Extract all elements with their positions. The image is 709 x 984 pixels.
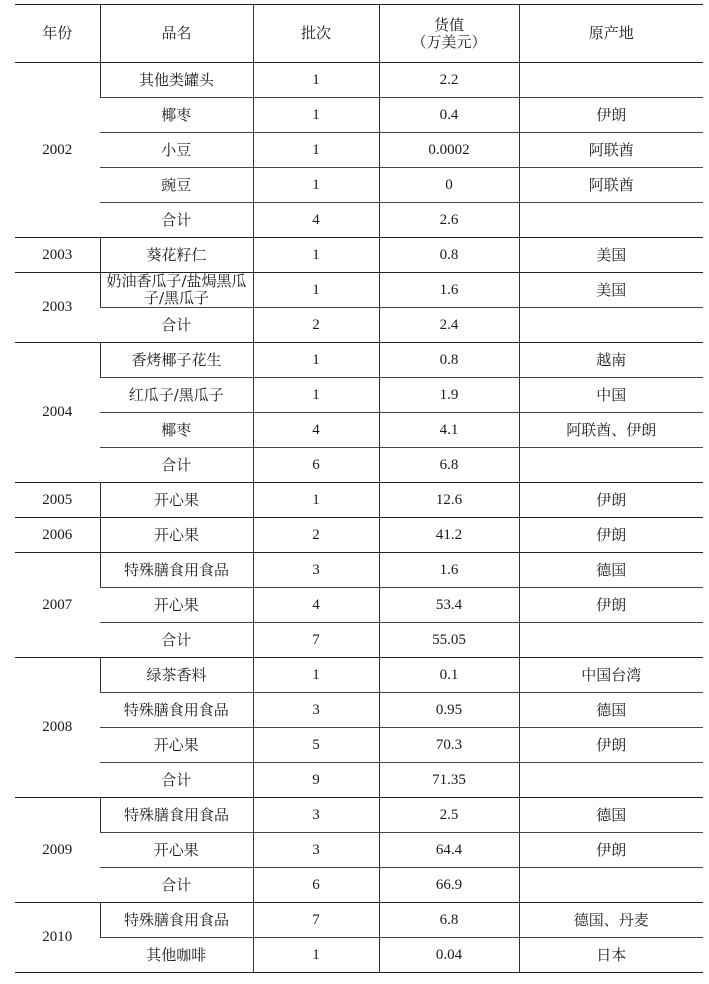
origin-cell: 日本: [519, 938, 703, 973]
value-cell: 4.1: [379, 413, 519, 448]
import-record-table: [15, 4, 703, 973]
table-row: [15, 273, 703, 308]
table-row: [15, 378, 703, 413]
value-cell: 53.4: [379, 588, 519, 623]
table-row: [15, 658, 703, 693]
product-name-cell: 开心果: [100, 518, 253, 553]
product-name-cell: 开心果: [100, 833, 253, 868]
value-cell: 1.6: [379, 273, 519, 308]
product-name-cell: 开心果: [100, 728, 253, 763]
batch-count-cell: 1: [253, 483, 379, 518]
product-name-cell: 香烤椰子花生: [100, 343, 253, 378]
product-name-cell: 合计: [100, 623, 253, 658]
total-row: [15, 203, 703, 238]
batch-count-cell: 1: [253, 658, 379, 693]
table-row: [15, 483, 703, 518]
table-row: [15, 238, 703, 273]
product-name-cell: 葵花籽仁: [100, 238, 253, 273]
batch-count-cell: 3: [253, 553, 379, 588]
batch-count-cell: 4: [253, 413, 379, 448]
value-cell: 66.9: [379, 868, 519, 903]
total-row: [15, 448, 703, 483]
value-cell: 2.4: [379, 308, 519, 343]
value-cell: 0.8: [379, 238, 519, 273]
header-value-unit: （万美元）: [411, 32, 487, 51]
product-name-cell: 椰枣: [100, 98, 253, 133]
origin-cell: 德国: [519, 553, 703, 588]
batch-count-cell: 4: [253, 588, 379, 623]
table-row: [15, 518, 703, 553]
value-cell: 1.9: [379, 378, 519, 413]
batch-count-cell: 1: [253, 133, 379, 168]
table-row: [15, 833, 703, 868]
batch-count-cell: 6: [253, 868, 379, 903]
batch-count-cell: 4: [253, 203, 379, 238]
origin-cell: 阿联酋、伊朗: [519, 413, 703, 448]
year-cell: 2007: [15, 553, 100, 658]
origin-cell: [519, 203, 703, 238]
product-name-cell: 小豆: [100, 133, 253, 168]
value-cell: 2.6: [379, 203, 519, 238]
value-cell: 6.8: [379, 903, 519, 938]
origin-cell: 伊朗: [519, 728, 703, 763]
year-cell: 2002: [15, 63, 100, 238]
total-row: [15, 308, 703, 343]
product-name-cell: 特殊膳食用食品: [100, 693, 253, 728]
product-name-cell: 合计: [100, 868, 253, 903]
origin-cell: 阿联酋: [519, 133, 703, 168]
header-origin: 原产地: [519, 5, 703, 63]
table-row: [15, 728, 703, 763]
value-cell: 55.05: [379, 623, 519, 658]
batch-count-cell: 1: [253, 238, 379, 273]
value-cell: 0: [379, 168, 519, 203]
product-name-cell: 合计: [100, 763, 253, 798]
value-cell: 0.1: [379, 658, 519, 693]
table-row: [15, 63, 703, 98]
product-name-cell: 特殊膳食用食品: [100, 553, 253, 588]
product-name-cell: 椰枣: [100, 413, 253, 448]
year-cell: 2010: [15, 903, 100, 973]
table-row: [15, 413, 703, 448]
value-cell: 70.3: [379, 728, 519, 763]
header-row: [15, 5, 703, 63]
batch-count-cell: 1: [253, 273, 379, 308]
origin-cell: 中国台湾: [519, 658, 703, 693]
origin-cell: [519, 448, 703, 483]
batch-count-cell: 1: [253, 98, 379, 133]
batch-count-cell: 2: [253, 518, 379, 553]
total-row: [15, 623, 703, 658]
origin-cell: [519, 763, 703, 798]
origin-cell: [519, 623, 703, 658]
value-cell: 0.95: [379, 693, 519, 728]
origin-cell: 伊朗: [519, 518, 703, 553]
header-batches: 批次: [253, 5, 379, 63]
batch-count-cell: 2: [253, 308, 379, 343]
year-cell: 2006: [15, 518, 100, 553]
origin-cell: 越南: [519, 343, 703, 378]
origin-cell: 伊朗: [519, 98, 703, 133]
batch-count-cell: 1: [253, 343, 379, 378]
product-name-cell: 绿茶香料: [100, 658, 253, 693]
batch-count-cell: 6: [253, 448, 379, 483]
value-cell: 0.8: [379, 343, 519, 378]
year-cell: 2005: [15, 483, 100, 518]
product-name-cell: 豌豆: [100, 168, 253, 203]
table-row: [15, 903, 703, 938]
batch-count-cell: 5: [253, 728, 379, 763]
table-row: [15, 588, 703, 623]
origin-cell: [519, 63, 703, 98]
value-cell: 6.8: [379, 448, 519, 483]
header-value-label: 货值: [433, 15, 464, 34]
value-cell: 64.4: [379, 833, 519, 868]
batch-count-cell: 3: [253, 798, 379, 833]
value-cell: 2.5: [379, 798, 519, 833]
origin-cell: 德国: [519, 693, 703, 728]
origin-cell: 德国、丹麦: [519, 903, 703, 938]
product-name-cell: 其他类罐头: [100, 63, 253, 98]
product-name-cell: 合计: [100, 448, 253, 483]
batch-count-cell: 3: [253, 693, 379, 728]
value-cell: 71.35: [379, 763, 519, 798]
table-row: [15, 938, 703, 973]
header-product-name: 品名: [100, 5, 253, 63]
year-cell: 2004: [15, 343, 100, 483]
origin-cell: 美国: [519, 273, 703, 308]
batch-count-cell: 9: [253, 763, 379, 798]
batch-count-cell: 1: [253, 168, 379, 203]
product-name-cell: 特殊膳食用食品: [100, 903, 253, 938]
batch-count-cell: 1: [253, 938, 379, 973]
year-cell: 2003: [15, 273, 100, 343]
table-body: [15, 63, 703, 973]
batch-count-cell: 1: [253, 63, 379, 98]
product-name-cell: 合计: [100, 203, 253, 238]
table-row: [15, 343, 703, 378]
batch-count-cell: 7: [253, 903, 379, 938]
origin-cell: 伊朗: [519, 833, 703, 868]
value-cell: 1.6: [379, 553, 519, 588]
product-name-cell: 特殊膳食用食品: [100, 798, 253, 833]
origin-cell: [519, 308, 703, 343]
total-row: [15, 763, 703, 798]
value-cell: 2.2: [379, 63, 519, 98]
product-name-cell: 开心果: [100, 588, 253, 623]
origin-cell: 伊朗: [519, 588, 703, 623]
table-row: [15, 98, 703, 133]
product-name-cell: 红瓜子/黑瓜子: [100, 378, 253, 413]
origin-cell: 中国: [519, 378, 703, 413]
batch-count-cell: 7: [253, 623, 379, 658]
batch-count-cell: 3: [253, 833, 379, 868]
table-header: [15, 5, 703, 63]
value-cell: 12.6: [379, 483, 519, 518]
year-cell: 2009: [15, 798, 100, 903]
table-row: [15, 168, 703, 203]
year-cell: 2008: [15, 658, 100, 798]
total-row: [15, 868, 703, 903]
origin-cell: 伊朗: [519, 483, 703, 518]
origin-cell: 德国: [519, 798, 703, 833]
value-cell: 41.2: [379, 518, 519, 553]
origin-cell: 阿联酋: [519, 168, 703, 203]
product-name-cell: 合计: [100, 308, 253, 343]
table-row: [15, 693, 703, 728]
product-name-cell: 开心果: [100, 483, 253, 518]
value-cell: 0.0002: [379, 133, 519, 168]
value-cell: 0.04: [379, 938, 519, 973]
table-row: [15, 553, 703, 588]
batch-count-cell: 1: [253, 378, 379, 413]
year-cell: 2003: [15, 238, 100, 273]
table-row: [15, 798, 703, 833]
product-name-cell: 其他咖啡: [100, 938, 253, 973]
table-row: [15, 133, 703, 168]
product-name-cell: 奶油香瓜子/盐焗黑瓜子/黑瓜子: [100, 273, 253, 308]
header-year: 年份: [15, 5, 100, 63]
origin-cell: [519, 868, 703, 903]
header-value: [379, 5, 519, 63]
value-cell: 0.4: [379, 98, 519, 133]
origin-cell: 美国: [519, 238, 703, 273]
